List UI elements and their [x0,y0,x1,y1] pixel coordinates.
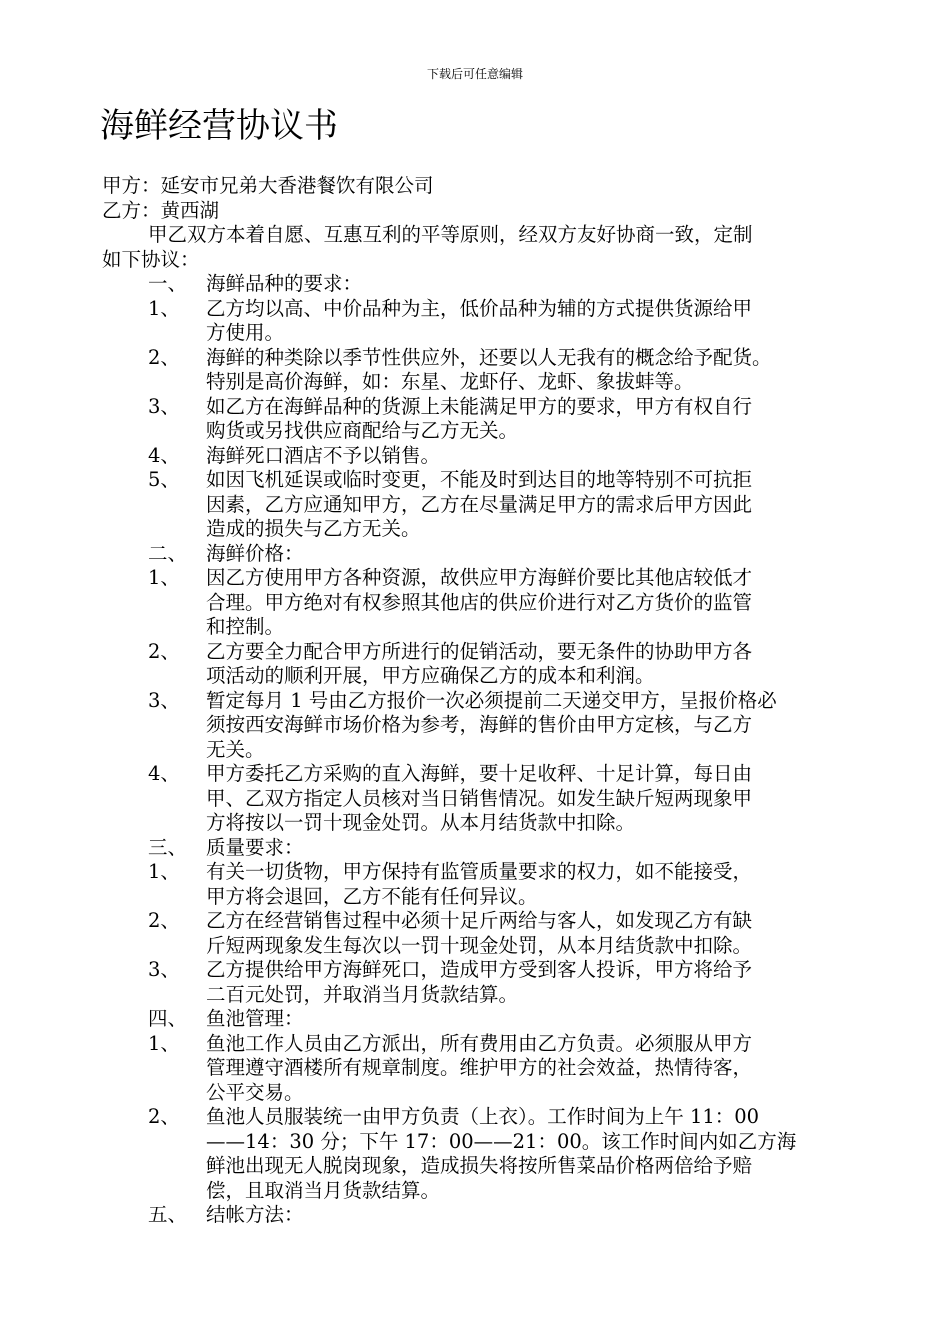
text-line: 如因飞机延误或临时变更，不能及时到达目的地等特别不可抗拒 [206,468,753,491]
clause-item-text [206,566,854,640]
text-line: 管理遵守酒楼所有规章制度。维护甲方的社会效益，热情待客， [206,1056,753,1079]
intro-line: 甲乙双方本着自愿、互惠互利的平等原则，经双方友好协商一致，定制 [148,223,753,246]
text-line: 公平交易。 [206,1080,304,1104]
clause-item [102,689,854,763]
text-line: 海鲜死口酒店不予以销售。 [206,443,441,467]
section-heading-text [206,542,854,567]
text-line: ——14：30 分；下午 17：00——21：00。该工作时间内如乙方海 [206,1129,797,1153]
clause-item-text [206,346,854,395]
text-line: 和控制。 [206,615,285,638]
clauses [102,272,854,1228]
clause-item-text [206,1032,854,1106]
text-line: 购货或另找供应商配给与乙方无关。 [206,419,519,442]
section-heading-number: 三、 [148,835,188,859]
section-heading-text [206,1203,854,1228]
section-heading [102,542,854,567]
text-line: 合理。甲方绝对有权参照其他店的供应价进行对乙方货价的监管 [206,590,753,614]
section-heading-number: 四、 [148,1007,188,1030]
clause-item [102,297,854,346]
text-line: 项活动的顺利开展，甲方应确保乙方的成本和利润。 [206,664,655,687]
text-line: 鱼池工作人员由乙方派出，所有费用由乙方负责。必须服从甲方 [206,1031,753,1055]
clause-item-number: 1、 [148,1031,180,1055]
text-line: 鱼池管理： [206,1007,304,1030]
text-line: 有关一切货物，甲方保持有监管质量要求的权力，如不能接受， [206,860,753,883]
section-heading-number: 一、 [148,272,188,295]
text-line: 乙方在经营销售过程中必须十足斤两给与客人，如发现乙方有缺 [206,909,753,932]
party-a: 甲方：延安市兄弟大香港餐饮有限公司 [102,174,434,197]
clause-item-number: 4、 [148,443,180,467]
clause-item-number: 4、 [148,762,180,785]
text-line: 乙方提供给甲方海鲜死口，造成甲方受到客人投诉，甲方将给予 [206,958,753,981]
text-line: 造成的损失与乙方无关。 [206,517,421,540]
clause-item-number: 3、 [148,688,180,712]
text-line: 结帐方法： [206,1203,304,1226]
text-line: 须按西安海鲜市场价格为参考，海鲜的售价由甲方定核，与乙方 [206,713,753,736]
text-line: 二百元处罚，并取消当月货款结算。 [206,982,519,1006]
text-line: 方使用。 [206,321,285,344]
text-line: 乙方要全力配合甲方所进行的促销活动，要无条件的协助甲方各 [206,639,753,663]
text-line: 质量要求： [206,835,304,859]
clause-item-text [206,860,854,909]
text-line: 特别是高价海鲜，如：东星、龙虾仔、龙虾、象拔蚌等。 [206,370,694,393]
text-line: 如乙方在海鲜品种的货源上未能满足甲方的要求，甲方有权自行 [206,394,753,418]
clause-item [102,566,854,640]
section-heading-text [206,272,854,297]
clause-item-number: 5、 [148,468,180,491]
clause-item-number: 1、 [148,860,180,883]
clause-item [102,444,854,469]
section-heading [102,1203,854,1228]
clause-item-text [206,909,854,958]
clause-item [102,958,854,1007]
clause-item [102,1105,854,1203]
clause-item-text [206,444,854,469]
text-line: 暂定每月 1 号由乙方报价一次必须提前二天递交甲方，呈报价格必 [206,688,777,712]
clause-item [102,468,854,542]
text-line: 因乙方使用甲方各种资源，故供应甲方海鲜价要比其他店较低才 [206,566,753,589]
document-body [102,174,854,1228]
clause-item [102,762,854,836]
clause-item-text [206,468,854,542]
text-line: 乙方均以高、中价品种为主，低价品种为辅的方式提供货源给甲 [206,296,753,320]
clause-item-number: 1、 [148,296,180,320]
text-line: 方将按以一罚十现金处罚。从本月结货款中扣除。 [206,811,636,834]
text-line: 无关。 [206,737,265,761]
intro-line: 如下协议： [102,247,200,271]
clause-item-number: 2、 [148,345,180,369]
clause-item-text [206,1105,854,1203]
clause-item-number: 3、 [148,958,180,981]
clause-item-text [206,395,854,444]
text-line: 海鲜价格： [206,541,304,565]
clause-item-text [206,297,854,346]
section-heading-text [206,1007,854,1032]
text-line: 甲方委托乙方采购的直入海鲜，要十足收秤、十足计算，每日由 [206,762,753,785]
text-line: 甲、乙双方指定人员核对当日销售情况。如发生缺斤短两现象甲 [206,786,753,810]
text-line: 鱼池人员服装统一由甲方负责（上衣）。工作时间为上午 11：00 [206,1105,760,1128]
clause-item-text [206,689,854,763]
clause-item [102,640,854,689]
clause-item [102,1032,854,1106]
text-line: 鲜池出现无人脱岗现象，造成损失将按所售菜品价格两倍给予赔 [206,1154,753,1177]
section-heading [102,1007,854,1032]
clause-item-text [206,640,854,689]
section-heading [102,836,854,861]
clause-item [102,909,854,958]
clause-item [102,395,854,444]
clause-item [102,346,854,395]
clause-item-number: 2、 [148,639,180,663]
section-heading-number: 五、 [148,1203,188,1226]
text-line: 海鲜品种的要求： [206,272,363,295]
text-line: 海鲜的种类除以季节性供应外，还要以人无我有的概念给予配货。 [206,345,772,369]
document-title: 海鲜经营协议书 [100,106,338,146]
clause-item [102,860,854,909]
party-b: 乙方：黄西湖 [102,198,220,222]
clause-item-text [206,958,854,1007]
text-line: 甲方将会退回，乙方不能有任何异议。 [206,884,538,908]
clause-item-number: 2、 [148,909,180,932]
text-line: 偿，且取消当月货款结算。 [206,1178,441,1202]
clause-item-text [206,762,854,836]
page-header: 下载后可任意编辑 [426,67,523,81]
clause-item-number: 3、 [148,394,180,418]
clause-item-number: 2、 [148,1105,180,1128]
section-heading-text [206,836,854,861]
text-line: 斤短两现象发生每次以一罚十现金处罚，从本月结货款中扣除。 [206,933,753,957]
section-heading-number: 二、 [148,541,188,565]
text-line: 因素，乙方应通知甲方，乙方在尽量满足甲方的需求后甲方因此 [206,492,753,516]
clause-item-number: 1、 [148,566,180,589]
section-heading [102,272,854,297]
